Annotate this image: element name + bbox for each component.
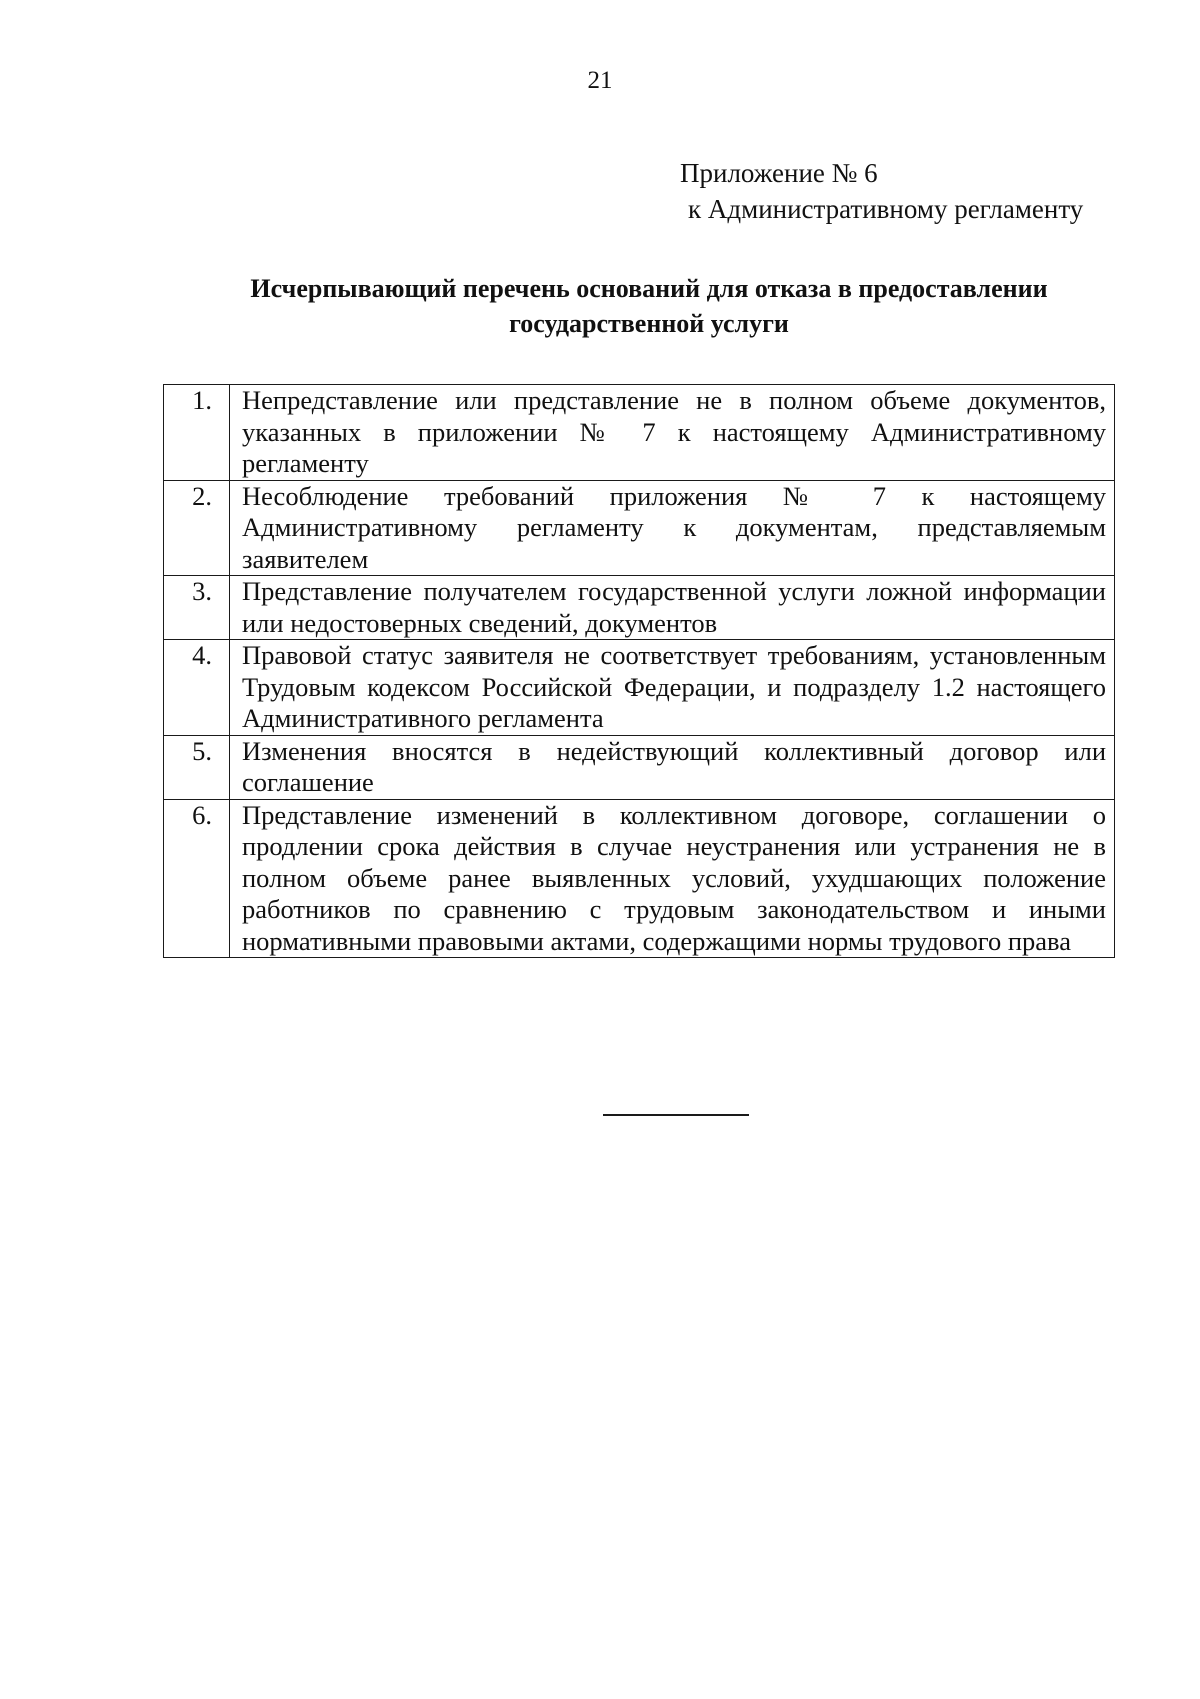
table-row [164, 735, 1115, 799]
table-row [164, 480, 1115, 576]
appendix-title: Приложение № 6 [680, 158, 878, 188]
row-number: 4. [164, 640, 230, 736]
table-row [164, 385, 1115, 481]
document-title [165, 271, 1133, 341]
row-text: Непредставление или представление не в полном объеме документов, указанных в приложении № 7 к настоящему Административному регламенту [230, 385, 1115, 481]
document-title-line-1: Исчерпывающий перечень оснований для отказа в предоставлении [250, 274, 1048, 303]
row-text: Изменения вносятся в недействующий коллективный договор или соглашение [230, 735, 1115, 799]
row-number: 6. [164, 799, 230, 958]
refusal-grounds-table [163, 384, 1115, 958]
appendix-reference [680, 155, 1083, 227]
end-of-document-rule [603, 1114, 749, 1116]
table-row [164, 799, 1115, 958]
table-row [164, 640, 1115, 736]
row-number: 1. [164, 385, 230, 481]
page-number: 21 [587, 67, 613, 94]
document-title-line-2: государственной услуги [509, 309, 789, 338]
row-text: Несоблюдение требований приложения № 7 к настоящему Административному регламенту к документам, представляемым заявителем [230, 480, 1115, 576]
row-number: 2. [164, 480, 230, 576]
row-text: Представление изменений в коллективном договоре, соглашении о продлении срока действия в случае неустранения или устранения не в полном объеме ранее выявленных условий, ухудшающих положение работников по сравнению с трудовым законодательством и иными нормативными правовыми актами, содержащими нормы трудового права [230, 799, 1115, 958]
row-number: 3. [164, 576, 230, 640]
table-row [164, 576, 1115, 640]
row-number: 5. [164, 735, 230, 799]
appendix-subtitle: к Административному регламенту [688, 194, 1084, 224]
row-text: Правовой статус заявителя не соответствует требованиям, установленным Трудовым кодексом Российской Федерации, и подразделу 1.2 настоящего Административного регламента [230, 640, 1115, 736]
row-text: Представление получателем государственной услуги ложной информации или недостоверных сведений, документов [230, 576, 1115, 640]
